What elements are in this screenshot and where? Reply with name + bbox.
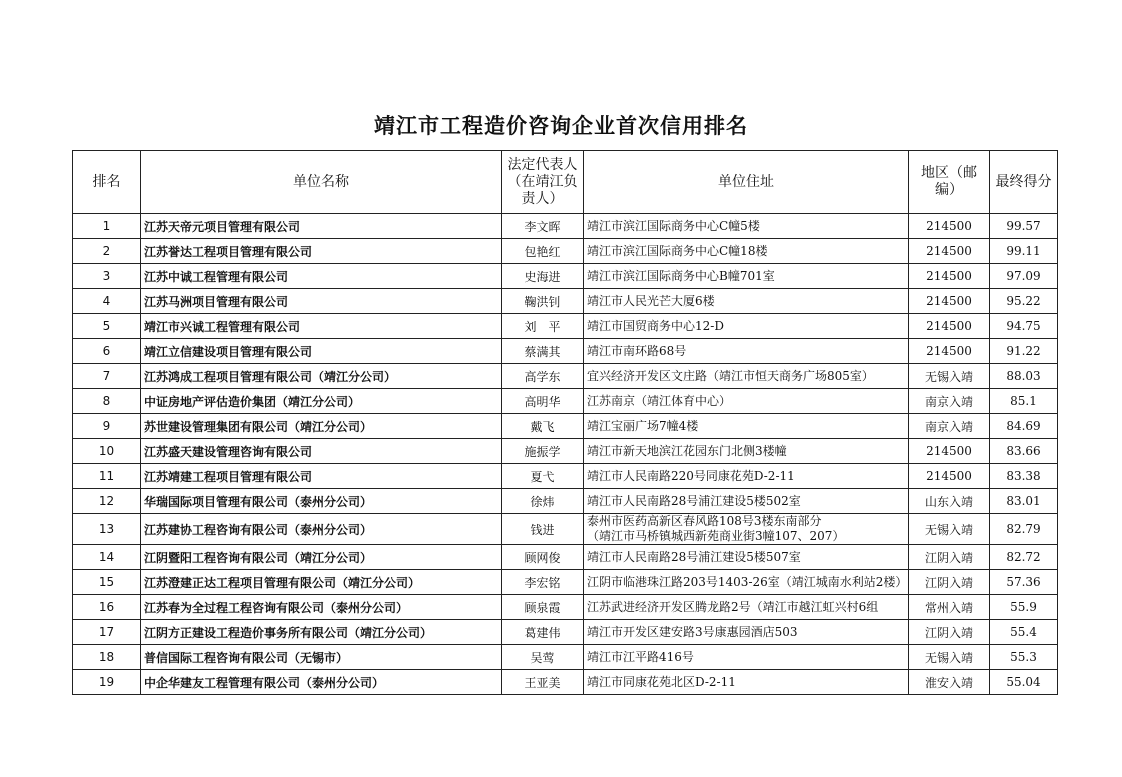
company-name-cell: 江苏靖建工程项目管理有限公司 — [141, 464, 502, 489]
table-row — [73, 514, 1058, 545]
company-name-cell: 江苏春为全过程工程咨询有限公司（泰州分公司） — [141, 595, 502, 620]
region-cell: 山东入靖 — [909, 489, 990, 514]
rank-cell: 2 — [73, 239, 141, 264]
header-rep: 法定代表人（在靖江负责人） — [502, 151, 584, 214]
rank-cell: 16 — [73, 595, 141, 620]
region-cell: 214500 — [909, 339, 990, 364]
table-row — [73, 364, 1058, 389]
address-cell: 江阴市临港珠江路203号1403-26室（靖江城南水利站2楼） — [584, 570, 909, 595]
address-cell: 靖江市国贸商务中心12-D — [584, 314, 909, 339]
company-name-cell: 江阴暨阳工程咨询有限公司（靖江分公司） — [141, 545, 502, 570]
table-row — [73, 314, 1058, 339]
rank-cell: 3 — [73, 264, 141, 289]
ranking-table — [72, 150, 1058, 695]
rank-cell: 10 — [73, 439, 141, 464]
representative-cell: 李宏铭 — [502, 570, 584, 595]
region-cell: 南京入靖 — [909, 414, 990, 439]
header-rank: 排名 — [73, 151, 141, 214]
table-row — [73, 214, 1058, 239]
company-name-cell: 江苏澄建正达工程项目管理有限公司（靖江分公司） — [141, 570, 502, 595]
score-cell: 97.09 — [990, 264, 1058, 289]
company-name-cell: 江苏誉达工程项目管理有限公司 — [141, 239, 502, 264]
score-cell: 83.01 — [990, 489, 1058, 514]
company-name-cell: 江阴方正建设工程造价事务所有限公司（靖江分公司） — [141, 620, 502, 645]
table-row — [73, 389, 1058, 414]
address-cell: 靖江宝丽广场7幢4楼 — [584, 414, 909, 439]
region-cell: 214500 — [909, 264, 990, 289]
rank-cell: 15 — [73, 570, 141, 595]
address-cell: 靖江市滨江国际商务中心C幢5楼 — [584, 214, 909, 239]
representative-cell: 包艳红 — [502, 239, 584, 264]
score-cell: 83.38 — [990, 464, 1058, 489]
company-name-cell: 江苏天帝元项目管理有限公司 — [141, 214, 502, 239]
address-cell: 靖江市人民南路220号同康花苑D-2-11 — [584, 464, 909, 489]
address-cell: 靖江市开发区建安路3号康惠园酒店503 — [584, 620, 909, 645]
table-row — [73, 339, 1058, 364]
region-cell: 214500 — [909, 289, 990, 314]
table-row — [73, 489, 1058, 514]
company-name-cell: 中证房地产评估造价集团（靖江分公司） — [141, 389, 502, 414]
region-cell: 江阴入靖 — [909, 570, 990, 595]
table-row — [73, 464, 1058, 489]
address-cell: 宜兴经济开发区文庄路（靖江市恒天商务广场805室） — [584, 364, 909, 389]
company-name-cell: 普信国际工程咨询有限公司（无锡市） — [141, 645, 502, 670]
rank-cell: 11 — [73, 464, 141, 489]
company-name-cell: 中企华建友工程管理有限公司（泰州分公司） — [141, 670, 502, 695]
representative-cell: 施振学 — [502, 439, 584, 464]
score-cell: 99.57 — [990, 214, 1058, 239]
region-cell: 214500 — [909, 464, 990, 489]
score-cell: 85.1 — [990, 389, 1058, 414]
address-cell: 靖江市人民光芒大厦6楼 — [584, 289, 909, 314]
region-cell: 江阴入靖 — [909, 545, 990, 570]
company-name-cell: 江苏建协工程咨询有限公司（泰州分公司） — [141, 514, 502, 545]
score-cell: 99.11 — [990, 239, 1058, 264]
score-cell: 91.22 — [990, 339, 1058, 364]
table-row — [73, 645, 1058, 670]
table-row — [73, 289, 1058, 314]
score-cell: 88.03 — [990, 364, 1058, 389]
region-cell: 江阴入靖 — [909, 620, 990, 645]
representative-cell: 史海进 — [502, 264, 584, 289]
representative-cell: 徐炜 — [502, 489, 584, 514]
score-cell: 55.4 — [990, 620, 1058, 645]
score-cell: 83.66 — [990, 439, 1058, 464]
address-cell: 靖江市江平路416号 — [584, 645, 909, 670]
region-cell: 214500 — [909, 314, 990, 339]
rank-cell: 7 — [73, 364, 141, 389]
company-name-cell: 江苏盛天建设管理咨询有限公司 — [141, 439, 502, 464]
region-cell: 214500 — [909, 239, 990, 264]
address-cell: 江苏武进经济开发区腾龙路2号（靖江市越江虹兴村6组 — [584, 595, 909, 620]
rank-cell: 12 — [73, 489, 141, 514]
header-name: 单位名称 — [141, 151, 502, 214]
address-cell: 靖江市人民南路28号浦江建设5楼502室 — [584, 489, 909, 514]
rank-cell: 18 — [73, 645, 141, 670]
address-cell — [584, 514, 909, 545]
representative-cell: 顾泉霞 — [502, 595, 584, 620]
rank-cell: 13 — [73, 514, 141, 545]
region-cell: 南京入靖 — [909, 389, 990, 414]
score-cell: 82.79 — [990, 514, 1058, 545]
representative-cell: 刘 平 — [502, 314, 584, 339]
company-name-cell: 华瑞国际项目管理有限公司（泰州分公司） — [141, 489, 502, 514]
table-body — [73, 214, 1058, 695]
rank-cell: 5 — [73, 314, 141, 339]
header-region: 地区（邮编） — [909, 151, 990, 214]
region-cell: 淮安入靖 — [909, 670, 990, 695]
address-line-1: 泰州市医药高新区春风路108号3楼东南部分 — [587, 514, 822, 528]
company-name-cell: 江苏中诚工程管理有限公司 — [141, 264, 502, 289]
region-cell: 无锡入靖 — [909, 514, 990, 545]
score-cell: 57.36 — [990, 570, 1058, 595]
score-cell: 55.04 — [990, 670, 1058, 695]
representative-cell: 戴飞 — [502, 414, 584, 439]
address-cell: 靖江市人民南路28号浦江建设5楼507室 — [584, 545, 909, 570]
table-row — [73, 239, 1058, 264]
table-row — [73, 439, 1058, 464]
representative-cell: 蔡满其 — [502, 339, 584, 364]
representative-cell: 王亚美 — [502, 670, 584, 695]
table-header-row — [73, 151, 1058, 214]
region-cell: 无锡入靖 — [909, 364, 990, 389]
rank-cell: 8 — [73, 389, 141, 414]
table-row — [73, 595, 1058, 620]
table-row — [73, 264, 1058, 289]
table-row — [73, 620, 1058, 645]
representative-cell: 顾网俊 — [502, 545, 584, 570]
rank-cell: 9 — [73, 414, 141, 439]
table-row — [73, 545, 1058, 570]
header-address: 单位住址 — [584, 151, 909, 214]
address-cell: 靖江市同康花苑北区D-2-11 — [584, 670, 909, 695]
region-cell: 214500 — [909, 214, 990, 239]
rank-cell: 6 — [73, 339, 141, 364]
table-row — [73, 414, 1058, 439]
representative-cell: 吴莺 — [502, 645, 584, 670]
region-cell: 214500 — [909, 439, 990, 464]
representative-cell: 夏弋 — [502, 464, 584, 489]
score-cell: 82.72 — [990, 545, 1058, 570]
address-cell: 江苏南京（靖江体育中心） — [584, 389, 909, 414]
score-cell: 55.3 — [990, 645, 1058, 670]
rank-cell: 19 — [73, 670, 141, 695]
rank-cell: 17 — [73, 620, 141, 645]
score-cell: 94.75 — [990, 314, 1058, 339]
address-cell: 靖江市滨江国际商务中心B幢701室 — [584, 264, 909, 289]
region-cell: 无锡入靖 — [909, 645, 990, 670]
representative-cell: 鞠洪钊 — [502, 289, 584, 314]
rank-cell: 1 — [73, 214, 141, 239]
score-cell: 55.9 — [990, 595, 1058, 620]
company-name-cell: 靖江立信建设项目管理有限公司 — [141, 339, 502, 364]
company-name-cell: 靖江市兴诚工程管理有限公司 — [141, 314, 502, 339]
header-score: 最终得分 — [990, 151, 1058, 214]
representative-cell: 高学东 — [502, 364, 584, 389]
page-title: 靖江市工程造价咨询企业首次信用排名 — [374, 113, 748, 138]
company-name-cell: 江苏鸿成工程项目管理有限公司（靖江分公司） — [141, 364, 502, 389]
rank-cell: 4 — [73, 289, 141, 314]
score-cell: 84.69 — [990, 414, 1058, 439]
company-name-cell: 苏世建设管理集团有限公司（靖江分公司） — [141, 414, 502, 439]
address-cell: 靖江市滨江国际商务中心C幢18楼 — [584, 239, 909, 264]
representative-cell: 钱进 — [502, 514, 584, 545]
address-cell: 靖江市南环路68号 — [584, 339, 909, 364]
address-cell: 靖江市新天地滨江花园东门北侧3楼幢 — [584, 439, 909, 464]
rank-cell: 14 — [73, 545, 141, 570]
representative-cell: 李文晖 — [502, 214, 584, 239]
score-cell: 95.22 — [990, 289, 1058, 314]
table-row — [73, 670, 1058, 695]
table-row — [73, 570, 1058, 595]
representative-cell: 高明华 — [502, 389, 584, 414]
address-line-2: （靖江市马桥镇城西新苑商业街3幢107、207） — [587, 529, 845, 543]
company-name-cell: 江苏马洲项目管理有限公司 — [141, 289, 502, 314]
representative-cell: 葛建伟 — [502, 620, 584, 645]
region-cell: 常州入靖 — [909, 595, 990, 620]
